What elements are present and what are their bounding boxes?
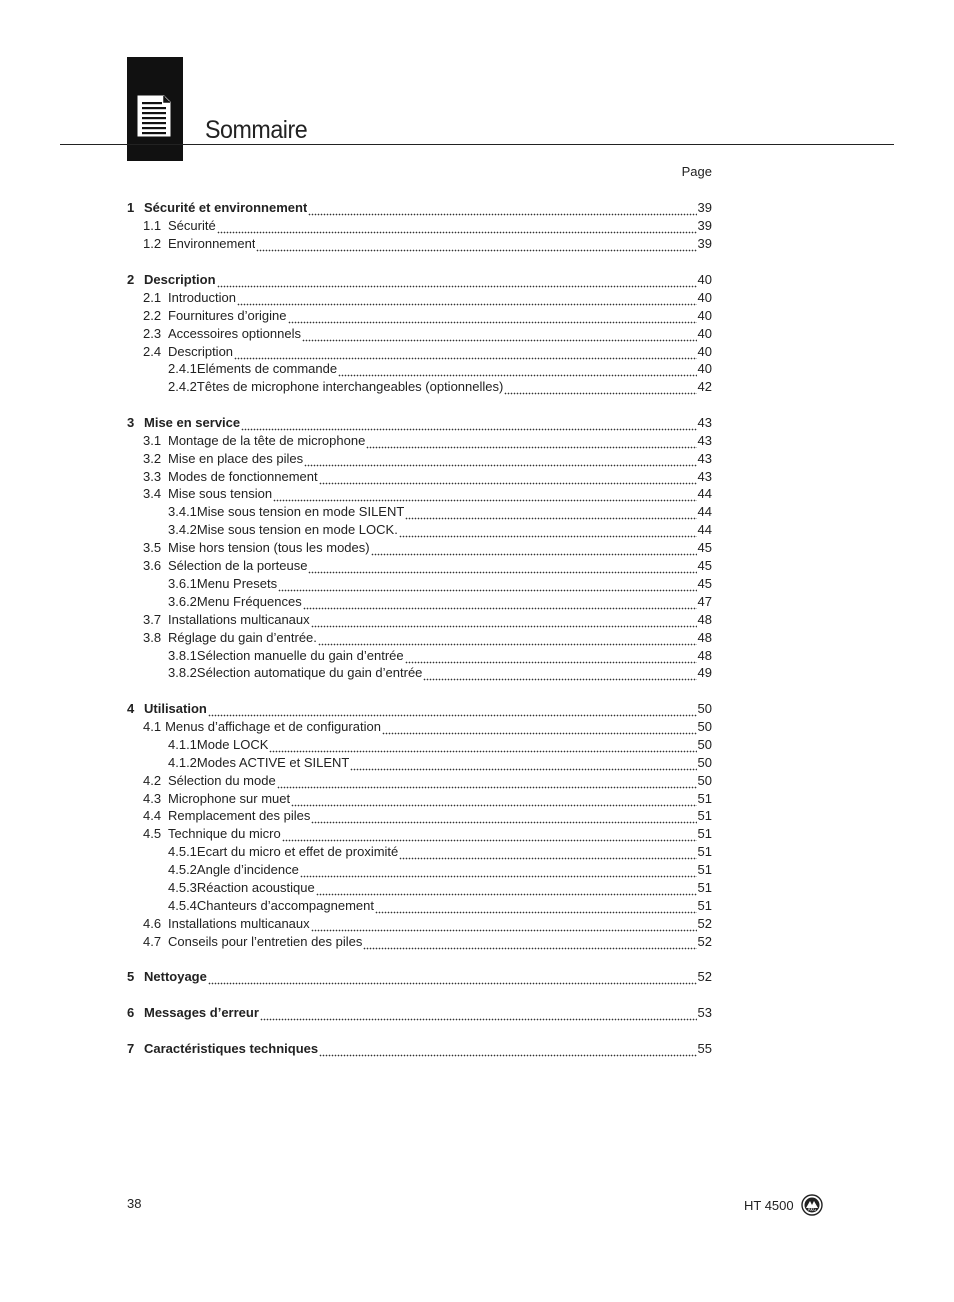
toc-dot-leader [208,972,697,986]
toc-entry [127,235,712,253]
toc-entry-number: 2.4.2 [168,379,197,394]
toc-entry-title: Mise sous tension en mode LOCK. [196,522,398,537]
toc-entry-number: 3.8 [143,630,162,645]
toc-dot-leader [282,829,697,843]
toc-entry [127,539,712,557]
toc-entry-title: Têtes de microphone interchangeables (optionnelles) [196,379,504,394]
toc-entry-page: 50 [697,701,712,716]
toc-entry-number: 4.5 [143,826,162,841]
toc-entry-title: Mise en place des piles [168,451,304,466]
toc-entry [127,807,712,825]
toc-entry-number: 3.4 [143,486,162,501]
toc-entry-page: 48 [697,612,712,627]
toc-entry-title: Mise en service [144,415,241,430]
toc-dot-leader [208,704,697,718]
toc-entry-number: 4.7 [143,934,162,949]
toc-entry-title: Utilisation [144,701,207,716]
toc-dot-leader [277,776,697,790]
toc-entry [127,593,712,611]
toc-entry-number: 7 [127,1041,135,1056]
toc-entry-title: Messages d’erreur [144,1005,259,1020]
toc-entry-title: Microphone sur muet [168,791,291,806]
toc-entry-page: 40 [697,290,712,305]
toc-entry-page: 51 [697,791,712,806]
toc-entry [127,736,712,754]
toc-entry-number: 4.1.2 [168,755,197,770]
toc-entry-title: Accessoires optionnels [168,326,301,341]
toc-dot-leader [302,329,697,343]
toc-entry-title: Installations multicanaux [168,916,310,931]
toc-dot-leader [308,203,696,217]
toc-entry-number: 4.3 [143,791,162,806]
toc-dot-leader [311,615,697,629]
toc-entry-page: 49 [697,665,712,680]
svg-text:AKG: AKG [807,1207,817,1212]
toc-entry [127,199,712,217]
toc-entry [127,647,712,665]
toc-entry [127,700,712,718]
toc-entry-title: Montage de la tête de microphone [168,433,366,448]
toc-entry [127,754,712,772]
toc-entry-number: 3.8.2 [168,665,197,680]
toc-entry-title: Ecart du micro et effet de proximité [196,844,399,859]
toc-entry-page: 51 [697,862,712,877]
toc-entry-title: Chanteurs d’accompagnement [196,898,374,913]
toc-entry-page: 40 [697,361,712,376]
toc-entry-number: 3 [127,415,135,430]
toc-entry [127,1040,712,1058]
toc-dot-leader [260,1008,697,1022]
toc-entry-title: Nettoyage [144,969,207,984]
toc-dot-leader [273,489,696,503]
toc-entry-number: 3.8.1 [168,648,197,663]
toc-entry-title: Caractéristiques techniques [144,1041,319,1056]
toc-entry-number: 2.4.1 [168,361,197,376]
toc-dot-leader [217,221,697,235]
toc-entry-number: 3.4.2 [168,522,197,537]
toc-entry [127,271,712,289]
toc-entry-number: 4.6 [143,916,162,931]
toc-entry-title: Modes ACTIVE et SILENT [196,755,350,770]
akg-logo-icon [801,1194,823,1216]
toc-entry [127,414,712,432]
toc-entry-title: Sélection du mode [168,773,276,788]
toc-dot-leader [316,883,697,897]
toc-entry-page: 42 [697,379,712,394]
toc-entry [127,325,712,343]
toc-entry-title: Sélection manuelle du gain d’entrée [196,648,404,663]
toc-entry-number: 1 [127,200,135,215]
toc-entry-number: 4.5.1 [168,844,197,859]
toc-entry-number: 3.6.1 [168,576,197,591]
toc-entry-number: 3.7 [143,612,162,627]
toc-entry-page: 45 [697,558,712,573]
toc-entry-number: 4.1.1 [168,737,197,752]
toc-dot-leader [217,275,697,289]
toc-dot-leader [234,347,697,361]
toc-entry-number: 5 [127,969,135,984]
toc-dot-leader [318,633,697,647]
toc-dot-leader [311,811,696,825]
toc-dot-leader [363,937,696,951]
toc-dot-leader [423,668,696,682]
toc-entry [127,879,712,897]
toc-entry-title: Mise sous tension en mode SILENT [196,504,405,519]
toc-entry-title: Installations multicanaux [168,612,310,627]
toc-dot-leader [256,239,696,253]
toc-entry-title: Réaction acoustique [196,880,315,895]
toc-entry-number: 4.1 [143,719,162,734]
toc-entry [127,861,712,879]
toc-entry-page: 51 [697,808,712,823]
toc-entry [127,772,712,790]
toc-entry-title: Mise hors tension (tous les modes) [168,540,370,555]
toc-entry [127,468,712,486]
document-icon [135,93,173,139]
toc-dot-leader [300,865,697,879]
toc-dot-leader [237,293,697,307]
toc-dot-leader [350,758,696,772]
toc-entry-page: 52 [697,969,712,984]
toc-entry-page: 43 [697,469,712,484]
toc-entry-page: 50 [697,737,712,752]
toc-entry-title: Angle d’incidence [196,862,299,877]
toc-entry-title: Sélection de la porteuse [168,558,308,573]
toc-entry-page: 40 [697,272,712,287]
toc-entry-number: 4.5.4 [168,898,197,913]
toc-dot-leader [319,472,697,486]
toc-dot-leader [399,847,696,861]
toc-entry [127,629,712,647]
toc-dot-leader [304,454,696,468]
toc-entry-page: 55 [697,1041,712,1056]
toc-entry [127,611,712,629]
toc-entry-number: 3.2 [143,451,162,466]
toc-entry-page: 40 [697,344,712,359]
toc-entry-number: 4.2 [143,773,162,788]
toc-entry-page: 48 [697,648,712,663]
toc-dot-leader [288,311,697,325]
toc-entry-title: Réglage du gain d’entrée. [168,630,317,645]
toc-entry-page: 44 [697,522,712,537]
toc-entry-title: Technique du micro [168,826,281,841]
toc-entry-page: 47 [697,594,712,609]
toc-entry-number: 6 [127,1005,135,1020]
footer-model-name: HT 4500 [744,1198,794,1213]
toc-entry-title: Fournitures d’origine [168,308,287,323]
toc-dot-leader [308,561,696,575]
toc-entry-title: Menu Presets [196,576,278,591]
toc-entry-page: 51 [697,880,712,895]
toc-entry-number: 3.6.2 [168,594,197,609]
toc-entry-page: 44 [697,486,712,501]
toc-entry-title: Menus d’affichage et de configuration [165,719,381,734]
page-title: Sommaire [205,116,308,144]
toc-entry-number: 1.2 [143,236,162,251]
toc-entry-number: 3.6 [143,558,162,573]
toc-entry-page: 51 [697,826,712,841]
toc-entry-title: Eléments de commande [196,361,338,376]
toc-entry-page: 40 [697,308,712,323]
toc-dot-leader [405,651,697,665]
toc-dot-leader [319,1044,696,1058]
toc-entry-number: 2.4 [143,344,162,359]
toc-entry [127,503,712,521]
toc-entry-number: 4.5.3 [168,880,197,895]
toc-entry-page: 50 [697,755,712,770]
toc-dot-leader [291,794,696,808]
toc-entry-title: Menu Fréquences [196,594,302,609]
toc-entry-page: 45 [697,576,712,591]
toc-entry-page: 52 [697,934,712,949]
toc-entry-number: 2.3 [143,326,162,341]
toc-entry-number: 3.3 [143,469,162,484]
toc-entry-page: 40 [697,326,712,341]
toc-entry [127,790,712,808]
toc-entry [127,217,712,235]
toc-entry [127,289,712,307]
toc-entry-page: 44 [697,504,712,519]
toc-entry-number: 2.1 [143,290,162,305]
toc-dot-leader [382,722,697,736]
toc-entry-page: 51 [697,898,712,913]
toc-entry-page: 43 [697,433,712,448]
toc-entry [127,664,712,682]
toc-entry [127,360,712,378]
toc-entry-title: Modes de fonctionnement [168,469,318,484]
toc-dot-leader [371,543,697,557]
toc-dot-leader [399,525,697,539]
toc-entry-title: Sécurité et environnement [144,200,308,215]
toc-entry-number: 4.5.2 [168,862,197,877]
toc-entry [127,897,712,915]
toc-entry-page: 39 [697,218,712,233]
toc-entry-page: 53 [697,1005,712,1020]
toc-entry-title: Introduction [168,290,236,305]
toc-entry-title: Description [168,344,234,359]
toc-entry-page: 50 [697,719,712,734]
toc-entry [127,575,712,593]
toc-entry-page: 43 [697,415,712,430]
toc-entry [127,718,712,736]
toc-dot-leader [504,382,696,396]
toc-dot-leader [241,418,696,432]
toc-entry-page: 43 [697,451,712,466]
toc-dot-leader [375,901,697,915]
toc-entry [127,915,712,933]
toc-dot-leader [278,579,696,593]
toc-entry-number: 2 [127,272,135,287]
toc-entry [127,968,712,986]
toc-entry-page: 48 [697,630,712,645]
toc-entry-page: 39 [697,200,712,215]
toc-entry-title: Sélection automatique du gain d’entrée [196,665,423,680]
toc-entry-page: 50 [697,773,712,788]
toc-entry-page: 51 [697,844,712,859]
toc-dot-leader [366,436,696,450]
toc-entry [127,432,712,450]
footer-page-number: 38 [127,1196,142,1211]
page-column-label: Page [681,164,712,179]
toc-entry-title: Conseils pour l’entretien des piles [168,934,363,949]
toc-entry [127,343,712,361]
toc-entry [127,933,712,951]
toc-entry [127,450,712,468]
toc-entry [127,485,712,503]
toc-entry [127,843,712,861]
toc-entry [127,378,712,396]
toc-entry [127,307,712,325]
toc-entry [127,825,712,843]
toc-entry-page: 39 [697,236,712,251]
toc-entry-number: 3.4.1 [168,504,197,519]
toc-entry-title: Description [144,272,216,287]
toc-dot-leader [405,507,696,521]
toc-entry [127,521,712,539]
toc-entry-number: 4.4 [143,808,162,823]
toc-dot-leader [338,364,696,378]
toc-dot-leader [311,919,697,933]
toc-entry [127,557,712,575]
toc-entry-number: 4 [127,701,135,716]
toc-entry-page: 52 [697,916,712,931]
toc-dot-leader [303,597,697,611]
toc-entry-title: Sécurité [168,218,216,233]
toc-entry-page: 45 [697,540,712,555]
toc-entry-number: 3.5 [143,540,162,555]
toc-entry-title: Remplacement des piles [168,808,311,823]
toc-entry [127,1004,712,1022]
toc-entry-title: Environnement [168,236,256,251]
toc-entry-number: 1.1 [143,218,162,233]
toc-dot-leader [269,740,696,754]
header-rule [60,144,894,145]
toc-entry-title: Mode LOCK [196,737,269,752]
toc-entry-number: 3.1 [143,433,162,448]
toc-entry-title: Mise sous tension [168,486,273,501]
document-icon-box [127,57,183,161]
toc-entry-number: 2.2 [143,308,162,323]
